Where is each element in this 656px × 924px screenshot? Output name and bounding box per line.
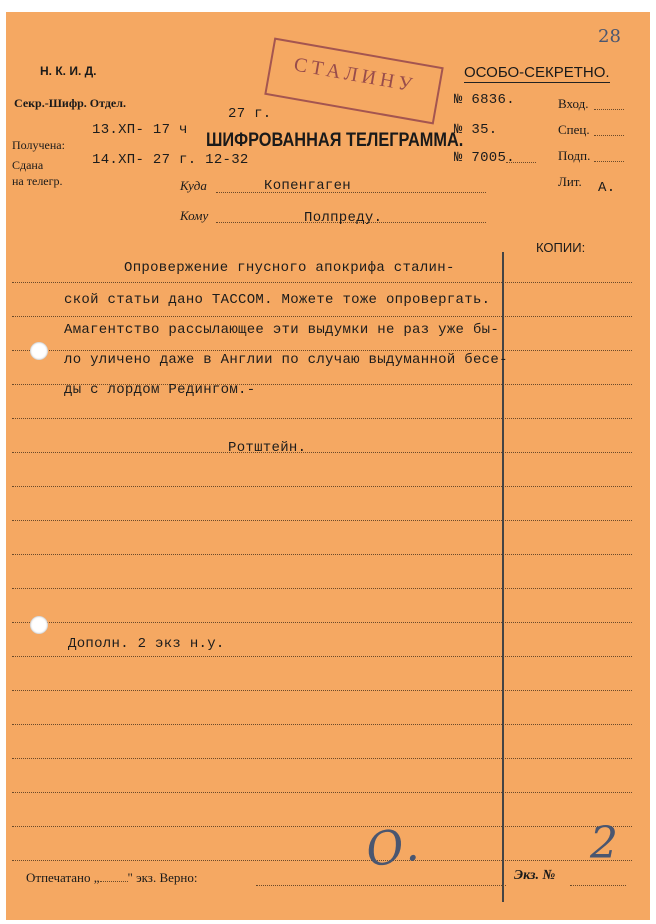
rule <box>12 554 632 555</box>
rule <box>12 656 632 657</box>
addressee-stamp <box>264 38 443 125</box>
sent-typed: 14.ХП- 27 г. 12-32 <box>92 152 249 168</box>
to-label: Кому <box>180 208 209 223</box>
archive-page-number: 28 <box>598 26 621 47</box>
in-leader <box>594 109 624 110</box>
lit-value: А. <box>598 180 616 196</box>
to-value: Полпреду. <box>304 210 383 226</box>
copy-number-leader <box>570 885 626 886</box>
rule <box>12 860 632 861</box>
rule <box>12 316 632 317</box>
stamp-text: СТАЛИНУ <box>292 53 418 97</box>
printed-label <box>26 870 197 886</box>
department: Секр.-Шифр. Отдел. <box>14 96 126 110</box>
rule <box>12 690 632 691</box>
org-name: Н. К. И. Д. <box>40 64 97 78</box>
punch-hole <box>30 342 48 360</box>
printed-label-start: Отпечатано „ <box>26 870 100 885</box>
spec-label: Спец. <box>558 122 590 137</box>
in-label: Вход. <box>558 96 589 111</box>
body-line: Амагентство рассылающее эти выдумки не раз уже бы- <box>64 322 500 338</box>
rule <box>12 826 632 827</box>
rule <box>12 486 632 487</box>
rule <box>12 588 632 589</box>
secrecy-marking: ОСОБО-СЕКРЕТНО. <box>464 64 610 81</box>
spec-number: № 35. <box>454 122 498 138</box>
body-line: ской статьи дано ТАССОМ. Можете тоже опровергать. <box>64 292 491 308</box>
telegram-form <box>6 12 650 920</box>
podp-leader <box>594 161 624 162</box>
podp-number: № 7005. <box>454 150 515 166</box>
received-label: Получена: <box>12 138 65 152</box>
rule <box>12 724 632 725</box>
in-number: № 6836. <box>454 92 515 108</box>
copy-number-label: Экз. № <box>514 868 556 883</box>
received-typed: 13.ХП- 17 ч <box>92 122 188 138</box>
where-value: Копенгаген <box>264 178 352 194</box>
podp-number-leader <box>506 162 536 163</box>
rule <box>12 452 632 453</box>
body-line: ды с лордом Редингом.- <box>64 382 256 398</box>
rule <box>12 282 632 283</box>
body-line: ло уличено даже в Англии по случаю выдуманной бесе- <box>64 352 508 368</box>
document-title: ШИФРОВАННАЯ ТЕЛЕГРАММА. <box>206 130 464 151</box>
copies-column-divider <box>502 252 504 902</box>
where-label: Куда <box>180 178 207 193</box>
verified-leader <box>256 885 506 886</box>
sent-label: Сдана <box>12 158 44 172</box>
copies-label: КОПИИ: <box>536 240 586 255</box>
rule <box>12 350 632 351</box>
rule <box>12 520 632 521</box>
rule <box>12 792 632 793</box>
lit-label: Лит. <box>558 174 582 189</box>
copy-number: 2 <box>590 818 618 869</box>
year-typed: 27 г. <box>228 106 272 122</box>
handwritten-initial: О. <box>362 816 422 878</box>
rule <box>12 622 632 623</box>
rule <box>12 758 632 759</box>
punch-hole <box>30 616 48 634</box>
distribution-note: Дополн. 2 экз н.у. <box>68 636 225 652</box>
spec-leader <box>594 135 624 136</box>
rule <box>12 418 632 419</box>
printed-blank <box>100 881 128 882</box>
signature: Ротштейн. <box>228 440 307 456</box>
body-line: Опровержение гнусного апокрифа сталин- <box>124 260 455 276</box>
telegraph-label: на телегр. <box>12 174 63 188</box>
printed-label-end: " экз. Верно: <box>127 870 198 885</box>
podp-label: Подп. <box>558 148 591 163</box>
